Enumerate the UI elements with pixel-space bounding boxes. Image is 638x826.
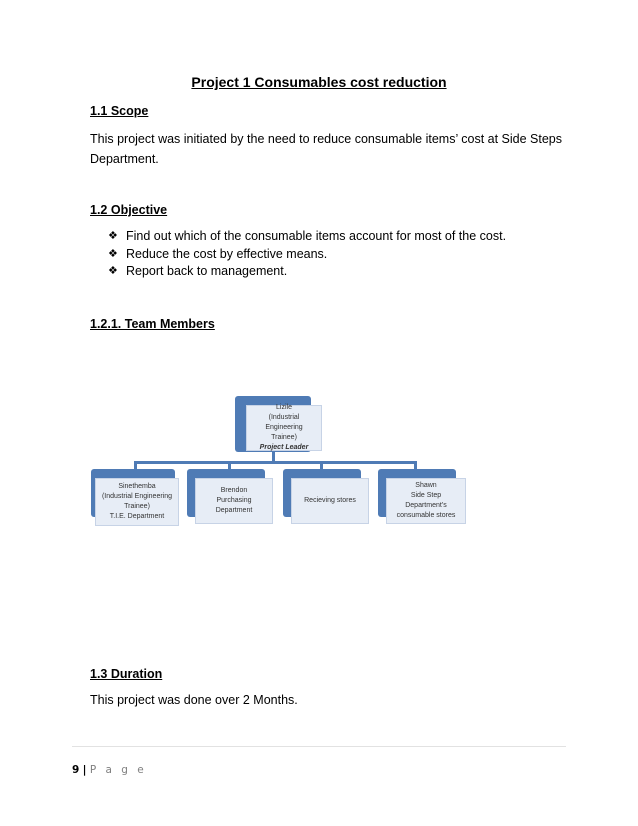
leader-box xyxy=(246,405,322,451)
diamond-bullet-icon: ❖ xyxy=(108,230,118,242)
diamond-bullet-icon: ❖ xyxy=(108,265,118,277)
leader-role-line-2: Trainee) xyxy=(271,434,297,441)
objective-list xyxy=(108,228,506,281)
page-label: P a g e xyxy=(89,764,147,776)
objective-heading: 1.2 Objective xyxy=(90,203,168,217)
team-heading: 1.2.1. Team Members xyxy=(90,317,215,331)
diamond-bullet-icon: ❖ xyxy=(108,247,118,260)
duration-heading: 1.3 Duration xyxy=(90,667,163,681)
member-box-brendon: Brendon Purchasing Department xyxy=(195,478,273,524)
page-footer xyxy=(72,764,147,776)
page-number: 9 xyxy=(72,764,80,776)
scope-line-2: Department. xyxy=(90,152,159,166)
member-box-shawn: Shawn Side Step Department’s consumable stores xyxy=(386,478,466,524)
scope-paragraph xyxy=(90,129,580,169)
connector-horizontal xyxy=(134,461,416,464)
scope-line-1: This project was initiated by the need to reduce consumable items’ cost at Side Steps xyxy=(90,132,563,146)
duration-text: This project was done over 2 Months. xyxy=(90,693,298,707)
member-box-recieving-stores: Recieving stores xyxy=(291,478,369,524)
list-item: ❖ Reduce the cost by effective means. xyxy=(108,246,506,264)
leader-role-line-1: (Industrial Engineering xyxy=(265,414,303,431)
page-title: Project 1 Consumables cost reduction xyxy=(191,74,447,90)
member-box-sinethemba: Sinethemba (Industrial Engineering Trainee) T.I.E. Department xyxy=(95,478,179,526)
list-item: ❖ Find out which of the consumable items account for most of the cost. xyxy=(108,228,506,246)
list-item: ❖ Report back to management. xyxy=(108,263,506,281)
footer-divider xyxy=(72,746,566,747)
scope-heading: 1.1 Scope xyxy=(90,104,149,118)
footer-separator: | xyxy=(82,764,87,776)
leader-name: Lizile xyxy=(276,404,292,411)
leader-title: Project Leader xyxy=(259,444,309,451)
